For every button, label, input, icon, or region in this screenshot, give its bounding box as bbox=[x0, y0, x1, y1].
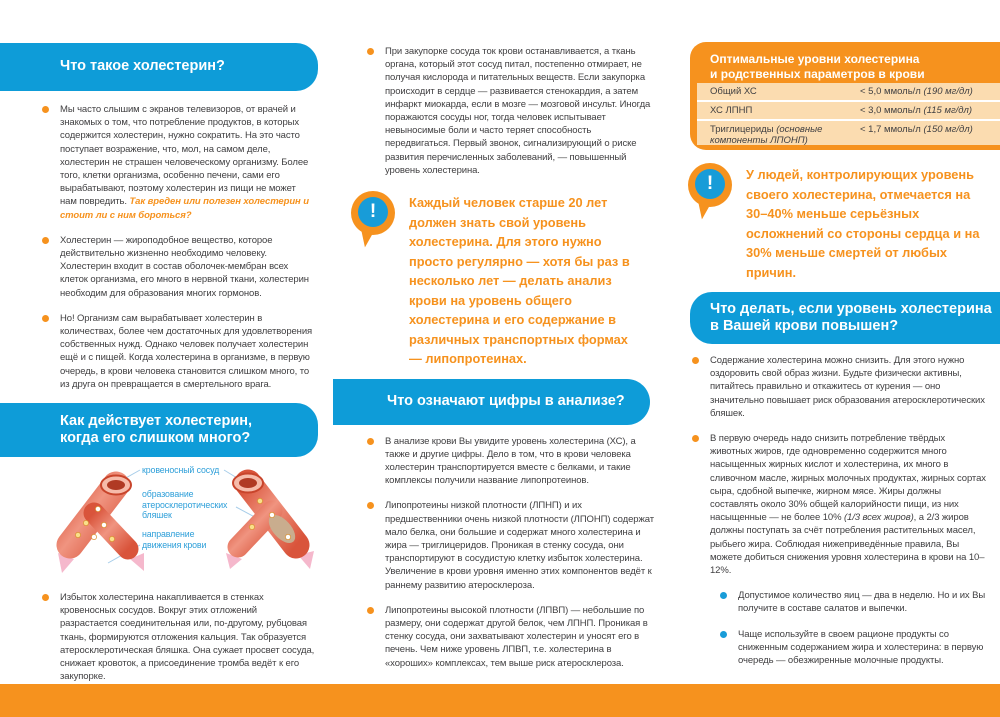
bullet-dot-icon bbox=[42, 237, 49, 244]
header-text-line1: Как действует холестерин, bbox=[60, 412, 253, 429]
bullet-dot-icon bbox=[692, 357, 699, 364]
bullet-text: Избыток холестерина накапливается в стенках кровеносных сосудов. Вокруг этих отложений разрастается соединительная или, по-другому, рубцовая ткань, формируются отложения кальция. Так образуется атеросклеротическая бляшка. Она сужает просвет сосуда, снижает кровоток, а присоединение тромба ведёт к его закупорке. bbox=[60, 592, 315, 683]
bullet-list-lipoproteins bbox=[385, 435, 657, 670]
callout-text: У людей, контролирующих уровень своего холестерина, отмечается на 30–40% меньше серьёзных осложнений со стороны сердца и на 30% меньше смертей от любых причин. bbox=[746, 167, 980, 280]
bullet-dot-icon bbox=[692, 435, 699, 442]
table-title-line2: и родственных параметров в крови bbox=[710, 67, 925, 81]
header-what-to-do bbox=[690, 292, 1000, 344]
header-text: Что такое холестерин? bbox=[60, 58, 225, 75]
bullet-dot-icon bbox=[720, 631, 727, 638]
bullet-text: Содержание холестерина можно снизить. Для этого нужно оздоровить свой образ жизни. Будьте физически активны, питайтесь правильно и откажитесь от курения — оно значительно повышает риск образования атеросклеротических бляшек. bbox=[710, 355, 985, 419]
bullet-text: Липопротеины высокой плотности (ЛПВП) — небольшие по размеру, они содержат другой белок, чем ЛПНП. Проникая в стенку сосуда, они захватывают холестерин и уносят его в печень. Чем ниже уровень ЛПВП, т.е. холестерина в «хороших» комплексах, тем выше риск атеросклероза. bbox=[385, 604, 648, 669]
panel-right bbox=[690, 42, 1000, 679]
row-value bbox=[860, 105, 992, 116]
bullet-text-italic: (1/3 всех жиров) bbox=[843, 512, 914, 524]
bullet-dot-icon bbox=[42, 106, 49, 113]
callout-control-benefits bbox=[688, 163, 994, 282]
header-text-line1: Что делать, если уровень холестерина bbox=[710, 300, 992, 317]
bullet-item bbox=[385, 499, 657, 591]
bullet-text bbox=[710, 432, 986, 577]
bubble-tail bbox=[361, 228, 379, 248]
bullet-item bbox=[385, 435, 657, 488]
exclamation-mark: ! bbox=[695, 169, 725, 199]
row-label bbox=[710, 86, 860, 97]
bullet-text: Чаще используйте в своем рационе продукты со сниженным содержанием жира и холестерина: в первую очередь — обезжиренные молочные продукты. bbox=[738, 628, 984, 667]
bullet-item bbox=[60, 591, 316, 683]
bullet-text: Но! Организм сам вырабатывает холестерин в количествах, более чем достаточных для удовлетворения собственных нужд. Однако человек получает холестерин ещё и с пищей. Когда холестерина в организме, в первую очередь, в крови человека становится слишком много, то из друга он превращается в смертельного врага. bbox=[60, 312, 313, 390]
bullet-item bbox=[60, 103, 314, 222]
row-value-italic: (115 мг/дл) bbox=[923, 105, 973, 116]
table-row bbox=[697, 119, 1000, 145]
bullet-text: В анализе крови Вы увидите уровень холестерина (ХС), а также и другие цифры. Дело в том, что в крови человека холестерин транспортируется вместе с белками, и такие комплексы получили название липопротеинов. bbox=[385, 435, 636, 487]
vessel-illustration bbox=[28, 465, 330, 585]
row-label-italic: (основные компоненты ЛПОНП) bbox=[710, 124, 823, 145]
vessel-blocked bbox=[226, 474, 314, 570]
diagram-label-vessel: кровеносный сосуд bbox=[142, 465, 220, 476]
bullet-dot-icon bbox=[367, 502, 374, 509]
bullet-list-excess bbox=[60, 591, 316, 683]
bullet-text: Холестерин — жироподобное вещество, которое действительно жизненно необходимо человеку. Холестерин входит в состав оболочек-мембран всех клеток организма, его много в нервной ткани, холестерин необходим для образования многих гормонов. bbox=[60, 234, 309, 299]
bullet-text-pre: В первую очередь надо снизить потребление твёрдых животных жиров, где одновременно содержится много насыщенных жирных кислот и холестерина, их много в сливочном масле, жирных молочных продуктах, жирных сортах сыра, сдобной выпечке, жирном мясе. Жиры должны составлять около 30% общей калорийности пищи, из них насыщенные — не более 10% bbox=[710, 433, 986, 524]
sub-bullet-list-diet bbox=[738, 589, 988, 667]
bullet-text: Допустимое количество яиц — два в неделю. Но и их Вы получите в составе салатов и выпечки. bbox=[738, 590, 986, 615]
row-value bbox=[860, 86, 992, 97]
bullet-text-main: Мы часто слышим с экранов телевизоров, от врачей и знакомых о том, что потребление продуктов, в которых содержится холестерин, нужно сократить. На это часто поступает возражение, что, мол, на самом деле, холестерин не страшен человеческому организму. Более того, клетки организма, особенно печени, сами его вырабатывают, поэтому холестерин из пищи не может нам повредить. bbox=[60, 104, 309, 208]
vessel-illustration-art bbox=[28, 465, 330, 585]
bullet-item bbox=[60, 234, 314, 300]
bullet-item bbox=[385, 604, 657, 670]
header-how-cholesterol-acts bbox=[0, 403, 318, 457]
callout-know-your-level bbox=[351, 191, 641, 369]
exclamation-bubble-icon bbox=[351, 191, 397, 251]
bullet-list-what-is bbox=[60, 103, 314, 391]
sub-bullet-item bbox=[738, 589, 988, 615]
table-row bbox=[697, 83, 1000, 100]
diagram-label-plaque: образование атеросклеротических бляшек bbox=[142, 489, 228, 521]
bullet-dot-icon bbox=[367, 48, 374, 55]
exclamation-mark: ! bbox=[358, 197, 388, 227]
row-value bbox=[860, 124, 992, 135]
bullet-dot-icon bbox=[42, 594, 49, 601]
header-text-line2: в Вашей крови повышен? bbox=[710, 318, 899, 334]
bullet-text: Липопротеины низкой плотности (ЛПНП) и их предшественники очень низкой плотности (ЛПОНП) содержат мало белка, они большие и содержат много холестерина и жира — триглицеридов. Проникая в стенку сосуда, они транспортируют в сосудистую клетку избыток холестерина. Увеличение в крови уровня именно этих компонентов ведёт к раннему развитию атеросклероза. bbox=[385, 500, 654, 591]
row-label bbox=[710, 105, 860, 116]
bullet-text bbox=[60, 103, 314, 222]
bullet-item bbox=[710, 432, 986, 577]
exclamation-bubble-icon bbox=[688, 163, 734, 223]
optimal-levels-table bbox=[690, 42, 1000, 150]
row-value-text: < 5,0 ммоль/л bbox=[860, 86, 924, 97]
table-title-line1: Оптимальные уровни холестерина bbox=[710, 52, 920, 66]
row-value-italic: (190 мг/дл) bbox=[923, 86, 973, 97]
row-value-italic: (150 мг/дл) bbox=[923, 124, 973, 135]
bottom-accent-bar bbox=[0, 684, 1000, 717]
bullet-dot-icon bbox=[720, 592, 727, 599]
bullet-dot-icon bbox=[367, 438, 374, 445]
row-value-text: < 1,7 ммоль/л bbox=[860, 124, 924, 135]
header-text: Что означают цифры в анализе? bbox=[387, 392, 625, 409]
header-what-is-cholesterol bbox=[0, 43, 318, 91]
bullet-item bbox=[385, 45, 657, 177]
bullet-dot-icon bbox=[367, 607, 374, 614]
table-title bbox=[690, 42, 1000, 82]
row-label-text: Общий ХС bbox=[710, 86, 757, 97]
vessel-healthy bbox=[58, 476, 144, 574]
diagram-label-blood-flow: направление движения крови bbox=[142, 529, 207, 550]
bullet-item bbox=[710, 354, 986, 420]
bubble-tail bbox=[698, 200, 716, 220]
header-what-numbers-mean bbox=[333, 379, 650, 425]
bullet-text-post: , а 2/3 жиров должны поступать за счёт потребления растительных масел, рыбьего жира. Соблюдая нижеприведённые правила, Вы можете добиться снижения уровня холестерина в крови на 10–12%. bbox=[710, 512, 985, 577]
highlight-question: Так вреден или полезен холестерин и стоит ли с ним бороться? bbox=[60, 196, 309, 221]
panel-left bbox=[0, 43, 332, 695]
table-row bbox=[697, 100, 1000, 119]
row-value-text: < 3,0 ммоль/л bbox=[860, 105, 924, 116]
table-rows bbox=[697, 83, 1000, 145]
row-label bbox=[710, 124, 860, 145]
row-label-text: ХС ЛПНП bbox=[710, 105, 753, 116]
bullet-list-blockage bbox=[385, 45, 657, 177]
bullet-dot-icon bbox=[42, 315, 49, 322]
header-text-line2: когда его слишком много? bbox=[60, 430, 251, 447]
bullet-text: При закупорке сосуда ток крови останавливается, а ткань органа, который этот сосуд питал, постепенно отмирает, не получая кислорода и питательных веществ. Если закупорка происходит в сердце — развивается стенокардия, а затем инфаркт миокарда, если в мозге — мозговой инсульт. Иногда поражаются сосуды ног, тогда человек испытывает невыносимые боли и часто теряет способность передвигаться. Первый звонок, сигнализирующий о риске развития перечисленных заболеваний, — повышенный уровень холестерина. bbox=[385, 46, 651, 176]
bullet-item bbox=[60, 312, 314, 391]
bullet-list-lower-cholesterol bbox=[710, 354, 986, 577]
panel-center bbox=[333, 45, 655, 682]
sub-bullet-item bbox=[738, 628, 988, 668]
row-label-text: Триглицериды bbox=[710, 124, 777, 135]
callout-text: Каждый человек старше 20 лет должен знать свой уровень холестерина. Для этого нужно просто регулярно — хотя бы раз в несколько лет — делать анализ крови на уровень общего холестерина и его содержание в различных транспортных формах — липопротеинах. bbox=[409, 195, 630, 367]
